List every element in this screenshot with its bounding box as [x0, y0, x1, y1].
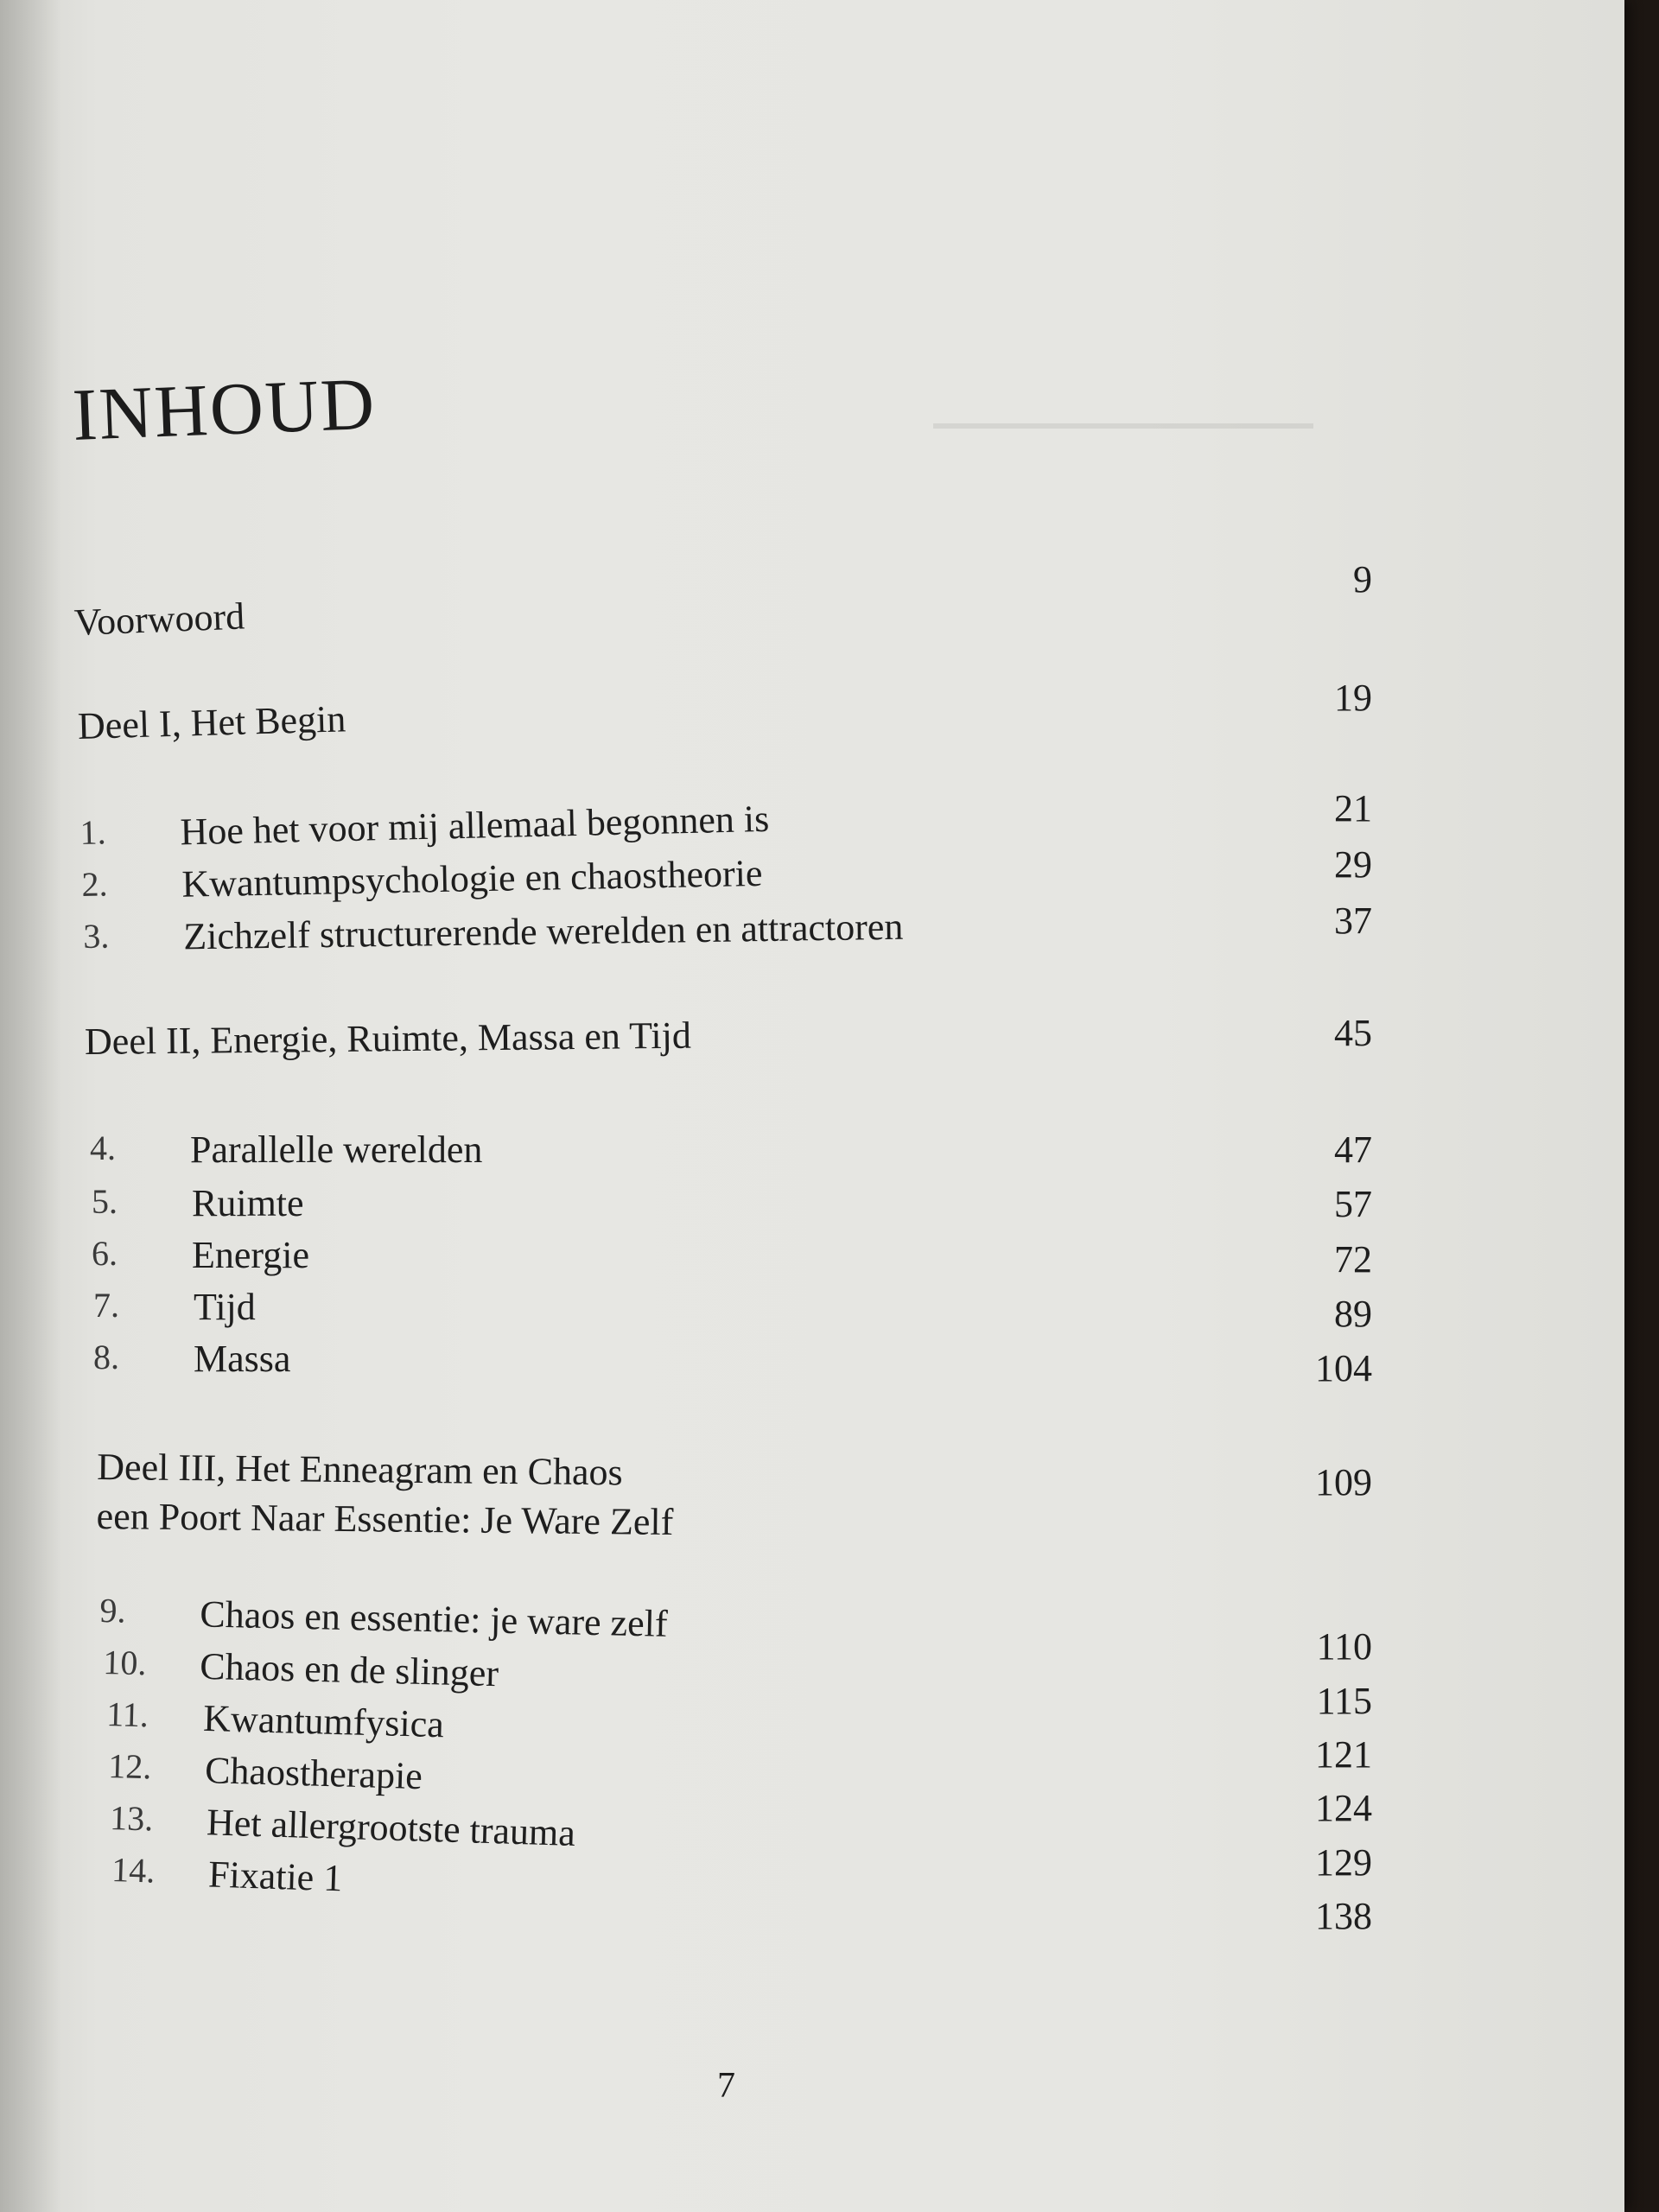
chapter-title: Energie [192, 1234, 310, 1276]
toc-chapter-10-page: 115 [1316, 1680, 1372, 1722]
toc-chapter-2-page: 29 [1334, 843, 1372, 886]
chapter-title: Chaostherapie [204, 1749, 423, 1798]
chapter-title: Hoe het voor mij allemaal begonnen is [179, 797, 770, 854]
toc-chapter-5-page: 57 [1334, 1183, 1372, 1225]
toc-chapter-8-page: 104 [1315, 1347, 1372, 1389]
toc-deel-3 [96, 1445, 674, 1544]
chapter-title: Tijd [194, 1286, 256, 1328]
toc-deel-3-line2: een Poort Naar Essentie: Je Ware Zelf [96, 1494, 674, 1543]
toc-deel-2 [85, 1014, 691, 1064]
toc-chapter-12-page: 124 [1315, 1787, 1372, 1829]
chapter-number: 12. [107, 1745, 152, 1787]
toc-voorwoord [73, 594, 245, 645]
chapter-title: Ruimte [192, 1182, 304, 1224]
toc-chapter-1-page: 21 [1334, 787, 1372, 830]
chapter-number: 3. [83, 916, 110, 956]
chapter-title: Chaos en de slinger [199, 1644, 499, 1695]
toc-deel-1-page: 19 [1334, 677, 1372, 719]
chapter-title: Het allergrootste trauma [206, 1801, 576, 1854]
toc-chapter-4-page: 47 [1334, 1128, 1372, 1171]
toc-chapter-13-page: 129 [1315, 1841, 1372, 1884]
toc-deel-3-line1: Deel III, Het Enneagram en Chaos [97, 1446, 623, 1494]
toc-voorwoord-label: Voorwoord [73, 594, 245, 644]
toc-chapter-9-page: 110 [1316, 1625, 1372, 1668]
chapter-number: 5. [92, 1182, 118, 1221]
chapter-title: Zichzelf structurerende werelden en attractoren [183, 905, 904, 958]
chapter-number: 2. [81, 864, 108, 904]
chapter-number: 6. [92, 1234, 118, 1273]
chapter-title: Parallelle werelden [190, 1128, 483, 1171]
chapter-title: Fixatie 1 [207, 1853, 344, 1900]
chapter-number: 11. [105, 1694, 149, 1735]
toc-chapter-11-page: 121 [1315, 1733, 1372, 1776]
toc-deel-1-label: Deel I, Het Begin [77, 697, 346, 747]
chapter-title: Massa [194, 1338, 291, 1380]
toc-chapter-7-page: 89 [1334, 1293, 1372, 1335]
toc-deel-2-label: Deel II, Energie, Ruimte, Massa en Tijd [84, 1014, 692, 1063]
toc-chapter-14-page: 138 [1315, 1895, 1372, 1937]
page-number: 7 [717, 2066, 735, 2106]
chapter-number: 1. [79, 812, 107, 852]
chapter-number: 7. [93, 1286, 119, 1325]
page-title: INHOUD [71, 361, 378, 456]
toc-chapter-6-page: 72 [1334, 1238, 1372, 1281]
page-gutter-shadow [0, 0, 60, 2212]
bleed-through-ghost [933, 406, 1313, 429]
toc-deel-2-page: 45 [1334, 1012, 1372, 1054]
chapter-number: 13. [109, 1797, 154, 1839]
toc-chapter-3-page: 37 [1334, 899, 1372, 942]
toc-deel-3-page: 109 [1315, 1461, 1372, 1503]
chapter-number: 4. [90, 1128, 116, 1167]
toc-voorwoord-page: 9 [1353, 558, 1372, 601]
chapter-title: Kwantumfysica [202, 1696, 445, 1746]
chapter-number: 14. [111, 1849, 156, 1891]
chapter-number: 8. [93, 1338, 119, 1376]
chapter-title: Kwantumpsychologie en chaostheorie [181, 851, 763, 906]
toc-deel-1 [77, 696, 346, 748]
chapter-title: Chaos en essentie: je ware zelf [199, 1592, 669, 1645]
chapter-number: 10. [102, 1642, 147, 1683]
chapter-number: 9. [99, 1590, 126, 1630]
